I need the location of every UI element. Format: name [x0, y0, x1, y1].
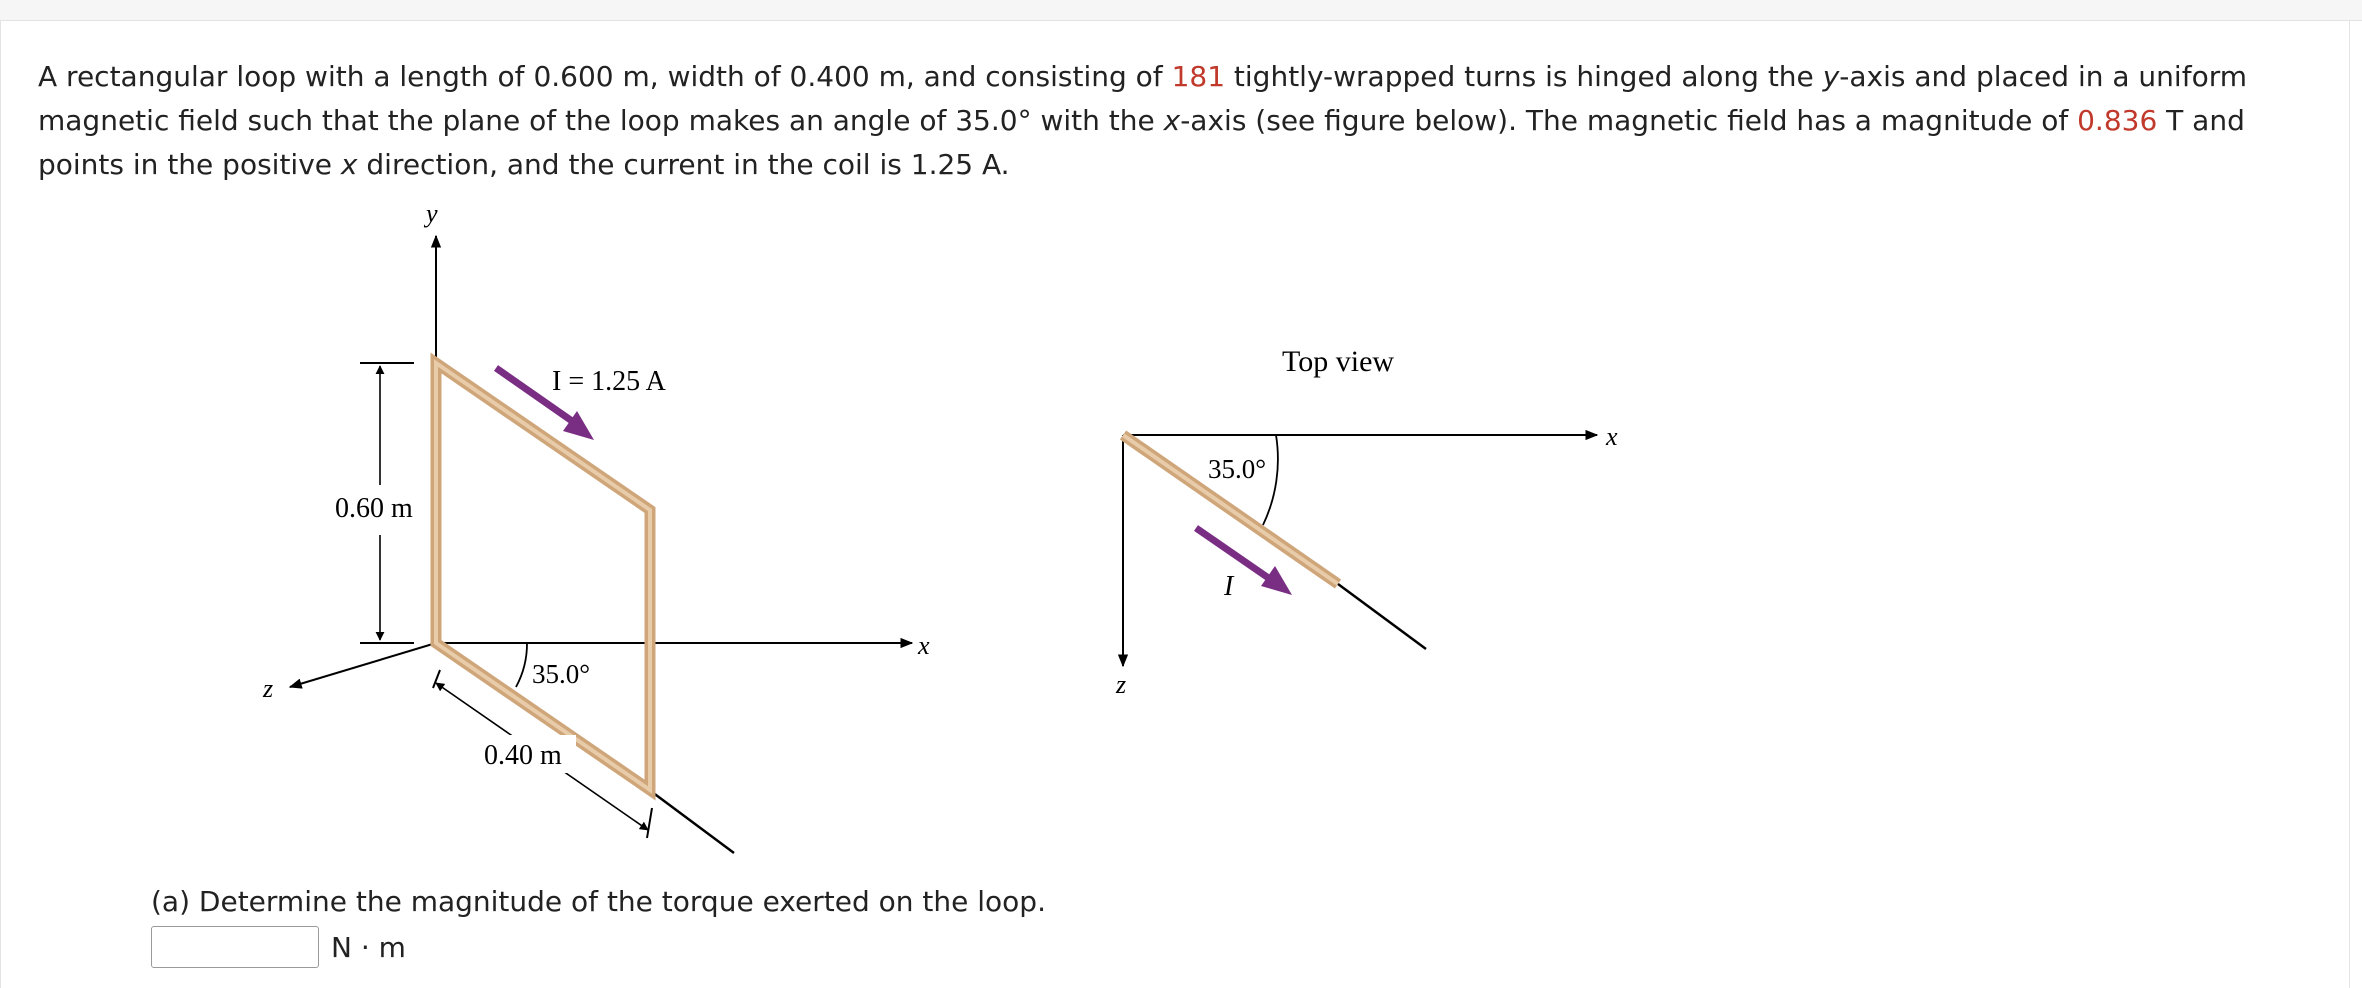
problem-text-5: T and points in the positive [38, 104, 2245, 181]
y-axis-label: y [426, 199, 438, 228]
current-label: I = 1.25 A [552, 366, 666, 397]
width-dim-right-tick [647, 808, 652, 838]
angle-arc [516, 643, 527, 687]
problem-text-2: tightly-wrapped turns is hinged along the [1225, 60, 1823, 93]
torque-unit: N · m [331, 930, 406, 964]
problem-text-6: direction, and the current in the coil is 1.25 A. [357, 148, 1010, 181]
problem-text-4: -axis (see figure below). The magnetic field has a magnitude of [1180, 104, 2078, 137]
loop-edge-extension [648, 789, 734, 853]
current-loop [436, 363, 650, 790]
field-value: 0.836 [2077, 104, 2158, 137]
top-view-current-arrow-head [1261, 566, 1292, 595]
width-label: 0.40 m [484, 740, 562, 771]
x-axis-label: x [918, 631, 930, 660]
x-variable: x [1163, 104, 1181, 137]
y-variable: y [1822, 60, 1840, 93]
current-loop-highlight [436, 363, 650, 790]
answer-row [151, 922, 406, 972]
top-view-figure [1115, 345, 1618, 699]
top-view-title: Top view [1282, 345, 1395, 378]
z-axis-label: z [263, 674, 274, 703]
top-view-x-label: x [1606, 422, 1618, 451]
angle-label: 35.0° [532, 659, 591, 689]
top-view-current-label: I [1224, 571, 1234, 602]
question-part-a: (a) Determine the magnitude of the torque exerted on the loop. [151, 885, 1046, 918]
top-view-angle-label: 35.0° [1208, 454, 1267, 484]
z-axis [290, 643, 436, 687]
length-label: 0.60 m [335, 493, 413, 524]
problem-text-3: -axis and placed in a uniform magnetic field such that the plane of the loop makes an angle of 35.0° with the [38, 60, 2247, 137]
problem-text-1: A rectangular loop with a length of 0.600 m, width of 0.400 m, and consisting of [38, 60, 1172, 93]
x-variable-2: x [340, 148, 358, 181]
top-view-z-label: z [1116, 670, 1127, 699]
top-view-loop-extension [1338, 584, 1426, 649]
turns-value: 181 [1171, 60, 1226, 93]
left-figure [262, 199, 930, 853]
torque-answer-input[interactable] [151, 926, 319, 968]
